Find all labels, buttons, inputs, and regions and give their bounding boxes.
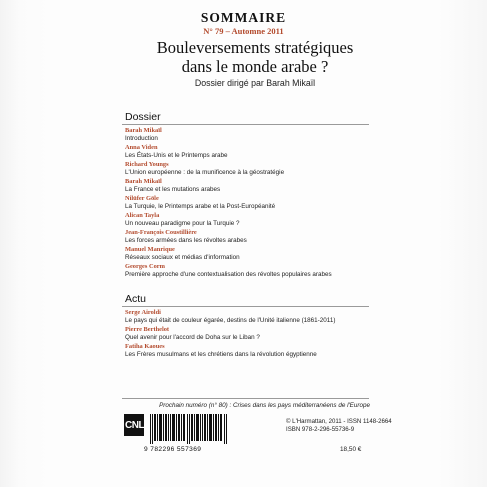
list-item [125, 263, 385, 279]
author-name: Jean-François Coustillière [125, 229, 197, 236]
author-name: Serge Airoldi [125, 309, 161, 316]
next-issue-note: Prochain numéro (n° 80) : Crises dans les pays méditerranéens de l'Europe [159, 402, 370, 409]
article-title: Un nouveau paradigme pour la Turquie ? [125, 220, 240, 227]
list-item [125, 309, 385, 325]
isbn-line: ISBN 978-2-296-55736-9 [286, 426, 355, 433]
article-title: Première approche d'une contextualisation des révoltes populaires arabes [125, 271, 332, 278]
list-item [125, 326, 385, 342]
actu-rule [122, 306, 369, 307]
list-item [125, 212, 385, 228]
article-title: L'Union européenne : de la munificence à la géostratégie [125, 169, 285, 176]
article-title: La France et les mutations arabes [125, 186, 221, 193]
actu-heading: Actu [125, 293, 147, 305]
article-title: Les États-Unis et le Printemps arabe [125, 152, 228, 159]
list-item [125, 127, 385, 143]
author-name: Georges Corm [125, 263, 165, 270]
cnl-logo [124, 414, 144, 436]
issue-title: Bouleversements stratégiques dans le monde arabe ? [156, 38, 354, 76]
author-name: Manuel Manrique [125, 246, 175, 253]
dossier-rule [122, 124, 369, 125]
sommaire-heading: SOMMAIRE [200, 10, 287, 25]
article-title: Quel avenir pour l'accord de Doha sur le Liban ? [125, 334, 260, 341]
list-item [125, 144, 385, 160]
list-item [125, 246, 385, 262]
price-label: 18,50 € [340, 446, 362, 453]
author-name: Richard Youngs [125, 161, 169, 168]
list-item [125, 343, 385, 359]
dossier-heading: Dossier [125, 111, 161, 123]
barcode-icon [150, 414, 228, 444]
article-title: Introduction [125, 135, 158, 142]
article-title: Réseaux sociaux et médias d'information [125, 254, 240, 261]
list-item [125, 229, 385, 245]
author-name: Nilüfer Göle [125, 195, 159, 202]
list-item [125, 178, 385, 194]
article-title: Les Frères musulmans et les chrétiens dans la révolution égyptienne [125, 351, 317, 358]
article-title: Les forces armées dans les révoltes arabes [125, 237, 247, 244]
issue-editor: Dossier dirigé par Barah Mikaïl [194, 78, 316, 88]
article-title: Le pays qui était de couleur égarée, destins de l'Unité italienne (1861-2011) [125, 317, 336, 324]
author-name: Barah Mikaïl [125, 178, 162, 185]
author-name: Barah Mikaïl [125, 127, 162, 134]
author-name: Anna Viden [125, 144, 158, 151]
cnl-logo-text: CNL [125, 420, 145, 431]
list-item [125, 195, 385, 211]
footer-rule [122, 398, 369, 399]
author-name: Alican Tayla [125, 212, 160, 219]
author-name: Pierre Berthelot [125, 326, 170, 333]
article-title: La Turquie, le Printemps arabe et la Post-Européanité [125, 203, 276, 210]
issue-number: N° 79 – Automne 2011 [203, 26, 284, 36]
list-item [125, 161, 385, 177]
barcode-number: 9 782296 557369 [144, 446, 202, 453]
author-name: Fatiha Kaoues [125, 343, 165, 350]
publisher-line: © L'Harmattan, 2011 - ISSN 1148-2664 [286, 418, 392, 425]
